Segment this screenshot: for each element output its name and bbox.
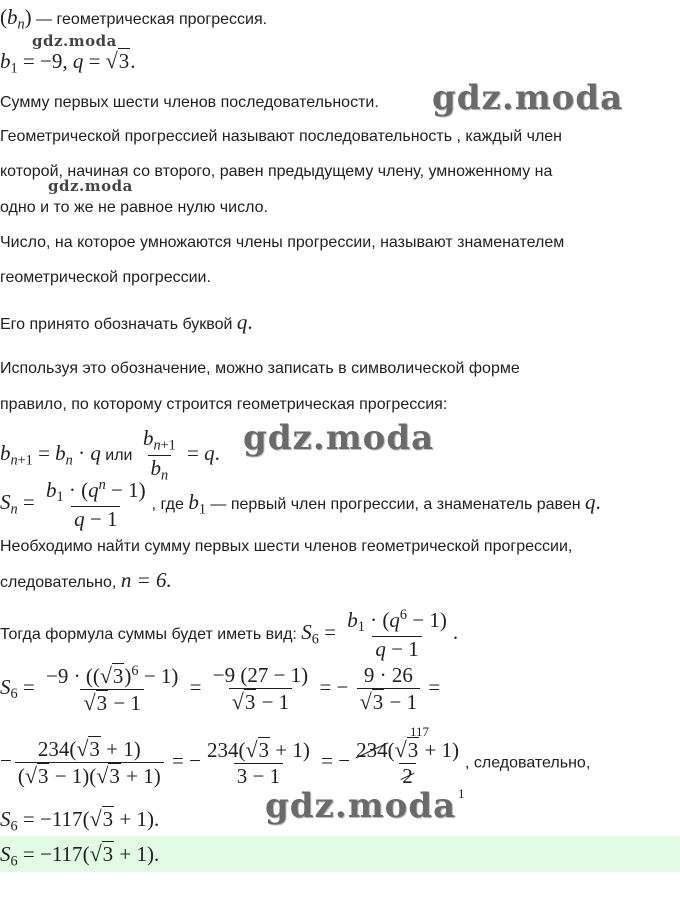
math-recurrence: $b_{n+1} = b_n \cdot q$ bbox=[0, 440, 101, 469]
watermark-2: gdz.moda bbox=[432, 78, 624, 118]
math-q-2: q bbox=[585, 490, 596, 515]
answer-line bbox=[0, 843, 159, 869]
line-9: Его принято обозначать буквой q. bbox=[0, 310, 253, 334]
line-17 bbox=[0, 664, 440, 714]
math-b1: $b_1$ bbox=[188, 490, 206, 518]
text-geom-progression: — геометрическая прогрессия. bbox=[36, 11, 268, 28]
text-denote: Его принято обозначать буквой bbox=[0, 316, 233, 333]
watermark-3: gdz.moda bbox=[48, 177, 133, 195]
line-2 bbox=[0, 50, 136, 76]
line-6: одно и то же не равное нулю число. bbox=[0, 199, 268, 216]
math-bn: $(b_n)$ bbox=[0, 5, 32, 33]
math-n6: n = 6. bbox=[120, 568, 172, 592]
math-s6-rationalize: − $\frac{234(√3 + 1)}{(√3 - 1)(√3 + 1)}$ = − $\frac{234(√3 + 1)}{3 - 1}$ = − $\frac{234(√3 + 1)}{2}$ bbox=[0, 736, 460, 789]
line-4: Геометрической прогрессией называют последовательность , каждый член bbox=[0, 128, 563, 145]
math-sum-formula: $S_n$ = $\frac{b_1 \cdot (q^n - 1)}{q - 1}$ bbox=[0, 477, 146, 532]
math-answer: $S_6 = -117(√3 + 1)$. bbox=[0, 841, 160, 870]
math-s6-formula: $S_6$ = $\frac{b_1 \cdot (q^6 - 1)}{q - 1}$ . bbox=[301, 607, 459, 662]
text-first-term: — первый член прогрессии, а знаменатель равен bbox=[210, 496, 581, 514]
watermark-5: gdz.moda bbox=[265, 786, 457, 826]
line-5: которой, начиная со второго, равен предыдущему члену, умноженному на bbox=[0, 163, 553, 180]
text-therefore: следовательно, bbox=[0, 574, 117, 591]
line-18 bbox=[0, 738, 590, 787]
line-12 bbox=[0, 428, 220, 482]
line-10: Используя это обозначение, можно записать в символической форме bbox=[0, 360, 520, 377]
text-task: Сумму первых шести членов последовательности. bbox=[0, 94, 379, 111]
line-13: $S_n$ = $\frac{b_1 \cdot (q^n - 1)}{q - 1}$ , где $b_1$ — первый член прогрессии, а знаменатель равен q. bbox=[0, 477, 601, 532]
watermark-1: gdz.moda bbox=[32, 32, 117, 50]
text-or: или bbox=[105, 446, 133, 464]
line-15 bbox=[0, 570, 172, 594]
line-3 bbox=[0, 92, 379, 114]
math-s6-compute: $S_6$ = $\frac{-9 \cdot ((√3)^6 - 1)}{√3 - 1}$ = $\frac{-9 (27 - 1)}{√3 - 1}$ = − $\frac{9 \cdot 26}{√3 - 1}$ = bbox=[0, 662, 441, 715]
line-14: Необходимо найти сумму первых шести членов геометрической прогрессии, bbox=[0, 538, 573, 555]
math-result: $S_6 = -117(√3 + 1)$. bbox=[0, 806, 160, 835]
line-8: геометрической прогрессии. bbox=[0, 269, 211, 286]
line-19 bbox=[0, 808, 159, 834]
text-where: , где bbox=[151, 496, 184, 514]
line-16 bbox=[0, 608, 458, 660]
text-then: Тогда формула суммы будет иметь вид: bbox=[0, 626, 297, 644]
cancel-117: 117 bbox=[410, 724, 430, 739]
math-ratio: $\frac{b_{n+1}}{b_n}$ = q. bbox=[142, 426, 220, 483]
answer-box bbox=[0, 836, 680, 872]
line-7: Число, на которое умножаются члены прогрессии, называют знаменателем bbox=[0, 234, 565, 251]
watermark-4: gdz.moda bbox=[243, 418, 435, 458]
math-given: $b_1 = -9$, q = √3. bbox=[0, 48, 136, 77]
cancel-1: 1 bbox=[458, 786, 465, 801]
line-11: правило, по которому строится геометрическая прогрессия: bbox=[0, 396, 448, 413]
line-1 bbox=[0, 7, 267, 32]
math-q: q bbox=[236, 310, 248, 334]
text-consequently: , следовательно, bbox=[465, 754, 591, 772]
